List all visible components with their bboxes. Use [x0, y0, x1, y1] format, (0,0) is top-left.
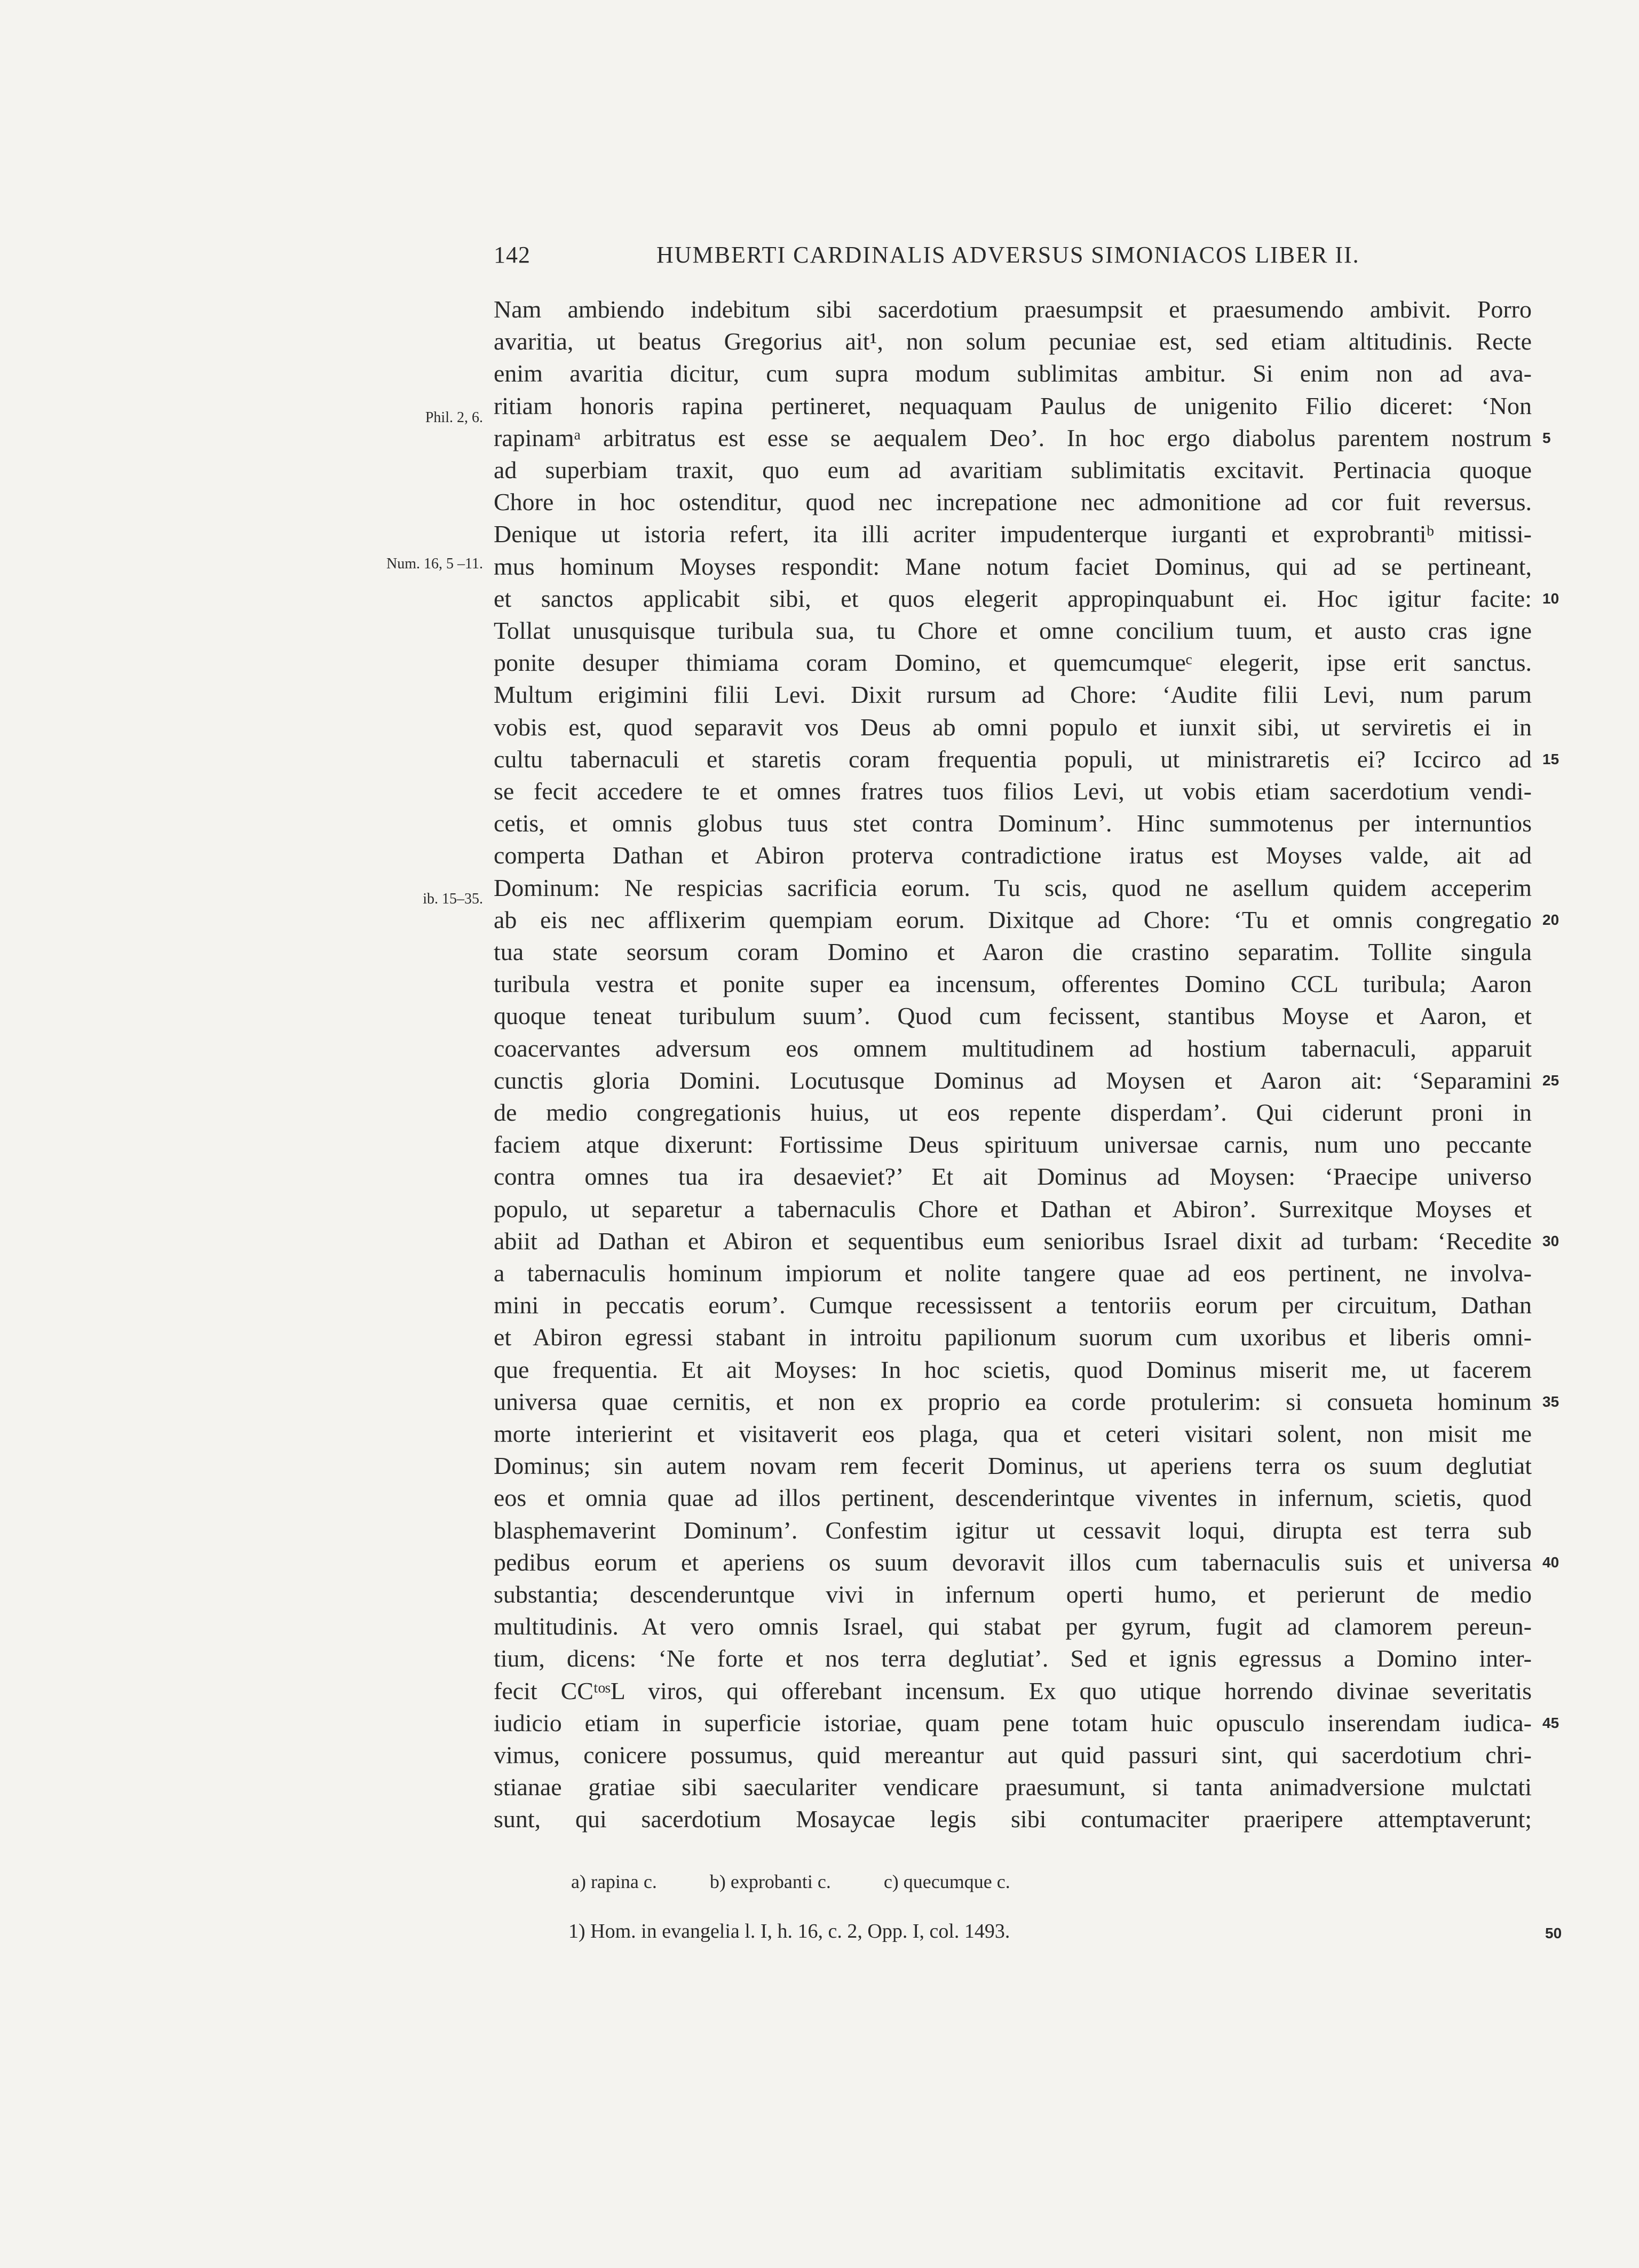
text-line: [494, 454, 1532, 486]
text-line-content: ponite desuper thimiama coram Domino, et quemcumqueᶜ elegerit, ipse erit sanctus.: [494, 649, 1532, 677]
text-line: [494, 1675, 1532, 1707]
text-line: [494, 1225, 1559, 1257]
text-line-content: se fecit accedere te et omnes fratres tuos filios Levi, ut vobis etiam sacerdotium vendi-: [494, 778, 1532, 805]
text-line: [494, 1482, 1532, 1514]
text-line-content: ad superbiam traxit, quo eum ad avaritiam sublimitatis excitavit. Pertinacia quoque: [494, 456, 1532, 483]
text-line-content: ab eis nec afflixerim quempiam eorum. Dixitque ad Chore: ‘Tu et omnis congregatio: [494, 906, 1532, 933]
line-number: 40: [1542, 1553, 1559, 1571]
text-line: [494, 1611, 1532, 1643]
line-number: 20: [1542, 911, 1559, 928]
text-line: [494, 775, 1532, 807]
text-line: [494, 1514, 1532, 1547]
text-line-content: ritiam honoris rapina pertineret, nequaquam Paulus de unigenito Filio diceret: ‘Non: [494, 392, 1532, 419]
text-line: [494, 1418, 1532, 1450]
text-line: [494, 615, 1532, 647]
text-line-content: turibula vestra et ponite super ea incensum, offerentes Domino CCL turibula; Aaron: [494, 970, 1532, 998]
text-line-content: comperta Dathan et Abiron proterva contradictione iratus est Moyses valde, ait ad: [494, 842, 1532, 869]
text-line-content: cetis, et omnis globus tuus stet contra Dominum’. Hinc summotenus per internuntios: [494, 810, 1532, 837]
text-line: [494, 1643, 1532, 1675]
margin-reference: Num. 16, 5 –11.: [386, 556, 483, 572]
text-line-content: abiit ad Dathan et Abiron et sequentibus eum senioribus Israel dixit ad turbam: ‘Recedite: [494, 1227, 1532, 1255]
text-line: [494, 1193, 1532, 1225]
text-line: [494, 1129, 1532, 1161]
text-line: [494, 1579, 1532, 1611]
text-line: [494, 486, 1532, 518]
text-line: [494, 390, 1532, 422]
line-number: 50: [1545, 1925, 1562, 1941]
text-line: [494, 583, 1559, 615]
source-footnote: 1) Hom. in evangelia l. I, h. 16, c. 2, Opp. I, col. 1493.: [568, 1920, 1010, 1942]
text-line-content: populo, ut separetur a tabernaculis Chore et Dathan et Abiron’. Surrexitque Moyses et: [494, 1195, 1532, 1223]
text-line-content: avaritia, ut beatus Gregorius ait¹, non solum pecuniae est, sed etiam altitudinis. Recte: [494, 328, 1532, 355]
text-line: [494, 1257, 1532, 1289]
line-number: 35: [1542, 1393, 1559, 1410]
text-line: [494, 1739, 1532, 1771]
text-line: [494, 294, 1532, 326]
text-line-content: vimus, conicere possumus, quid mereantur aut quid passuri sint, qui sacerdotium chri-: [494, 1741, 1532, 1769]
footnote-variant: b) exprobanti c.: [709, 1871, 831, 1892]
footnote-variant: c) quecumque c.: [883, 1871, 1010, 1892]
text-line: [494, 1097, 1532, 1129]
text-line: [494, 647, 1532, 679]
line-number: 30: [1542, 1232, 1559, 1249]
text-line: [494, 1321, 1532, 1353]
text-line: [494, 1289, 1532, 1321]
text-line-content: multitudinis. At vero omnis Israel, qui stabat per gyrum, fugit ad clamorem pereun-: [494, 1613, 1532, 1640]
text-line-content: faciem atque dixerunt: Fortissime Deus spirituum universae carnis, num uno peccante: [494, 1131, 1532, 1159]
text-line: [494, 326, 1532, 358]
running-title: HUMBERTI CARDINALIS ADVERSUS SIMONIACOS LIBER II.: [656, 242, 1360, 268]
text-line: [494, 1547, 1559, 1579]
text-line: [494, 807, 1532, 839]
footnote-variant: a) rapina c.: [571, 1871, 657, 1892]
margin-reference: Phil. 2, 6.: [425, 409, 483, 426]
text-line: [494, 743, 1559, 775]
text-line: [494, 1000, 1532, 1032]
text-line: [494, 1450, 1532, 1482]
text-line-content: et Abiron egressi stabant in introitu papilionum suorum cum uxoribus et liberis omni-: [494, 1323, 1532, 1351]
text-line-content: tua state seorsum coram Domino et Aaron die crastino separatim. Tollite singula: [494, 938, 1532, 965]
text-line-content: cultu tabernaculi et staretis coram frequentia populi, ut ministraretis ei? Iccirco ad: [494, 745, 1532, 773]
line-number: 5: [1542, 429, 1551, 446]
text-line-content: eos et omnia quae ad illos pertinent, descenderintque viventes in infernum, scietis, quod: [494, 1484, 1532, 1512]
text-line-content: Dominus; sin autem novam rem fecerit Dominus, ut aperiens terra os suum deglutiat: [494, 1452, 1532, 1480]
text-line: [494, 358, 1532, 390]
text-line-content: vobis est, quod separavit vos Deus ab omni populo et iunxit sibi, ut serviretis ei in: [494, 713, 1532, 741]
line-number: 15: [1542, 750, 1559, 767]
text-line-content: coacervantes adversum eos omnem multitudinem ad hostium tabernaculi, apparuit: [494, 1034, 1532, 1062]
text-line-content: a tabernaculis hominum impiorum et nolite tangere quae ad eos pertinent, ne involva-: [494, 1259, 1532, 1287]
text-line: [494, 679, 1532, 711]
text-line: [494, 551, 1532, 583]
text-line-content: cunctis gloria Domini. Locutusque Dominus ad Moysen et Aaron ait: ‘Separamini: [494, 1066, 1532, 1094]
text-line-content: Dominum: Ne respicias sacrificia eorum. Tu scis, quod ne asellum quidem acceperim: [494, 874, 1532, 901]
text-line-content: sunt, qui sacerdotium Mosaycae legis sibi contumaciter praeripere attemptaverunt;: [494, 1805, 1532, 1833]
text-line-content: mus hominum Moyses respondit: Mane notum faciet Dominus, qui ad se pertineant,: [494, 552, 1532, 580]
text-line-content: substantia; descenderuntque vivi in infernum operti humo, et perierunt de medio: [494, 1581, 1532, 1608]
text-line-content: morte interierint et visitaverit eos plaga, qua et ceteri visitari solent, non misit me: [494, 1420, 1532, 1447]
line-number: 45: [1542, 1714, 1559, 1731]
text-line-content: quoque teneat turibulum suum’. Quod cum fecissent, stantibus Moyse et Aaron, et: [494, 1002, 1532, 1030]
text-line-content: Chore in hoc ostenditur, quod nec increpatione nec admonitione ad cor fuit reversus.: [494, 488, 1532, 516]
text-line: [494, 518, 1532, 550]
text-line: [494, 1803, 1532, 1835]
text-line: [494, 1386, 1559, 1418]
text-line-content: fecit CCᵗᵒˢL viros, qui offerebant incensum. Ex quo utique horrendo divinae severitatis: [494, 1677, 1532, 1704]
text-line: [494, 1354, 1532, 1386]
text-line-content: pedibus eorum et aperiens os suum devoravit illos cum tabernaculis suis et universa: [494, 1548, 1532, 1576]
text-line: [494, 872, 1532, 904]
text-line: [494, 1161, 1532, 1193]
text-line-content: blasphemaverint Dominum’. Confestim igitur ut cessavit loqui, dirupta est terra sub: [494, 1516, 1532, 1544]
text-line-content: universa quae cernitis, et non ex proprio ea corde protulerim: si consueta hominum: [494, 1387, 1532, 1415]
text-line-content: Denique ut istoria refert, ita illi acriter impudenterque iurganti et exprobrantiᵇ mitissi-: [494, 520, 1532, 548]
text-line: [494, 904, 1559, 936]
text-line: [494, 1771, 1532, 1803]
margin-reference: ib. 15–35.: [423, 891, 483, 907]
text-line: [494, 1033, 1532, 1065]
text-line-content: rapinamᵃ arbitratus est esse se aequalem Deo’. In hoc ergo diabolus parentem nostrum: [494, 424, 1532, 451]
variant-footnotes: [571, 1870, 1058, 1893]
text-line-content: de medio congregationis huius, ut eos repente disperdam’. Qui ciderunt proni in: [494, 1099, 1532, 1126]
text-line-content: Tollat unusquisque turibula sua, tu Chore et omne concilium tuum, et austo cras igne: [494, 617, 1532, 644]
line-number: 25: [1542, 1072, 1559, 1089]
line-number: 10: [1542, 590, 1559, 607]
text-line-content: mini in peccatis eorum’. Cumque recessissent a tentoriis eorum per circuitum, Dathan: [494, 1291, 1532, 1319]
text-line: [494, 422, 1551, 454]
text-line-content: enim avaritia dicitur, cum supra modum sublimitas ambitur. Si enim non ad ava-: [494, 360, 1532, 387]
text-line-content: contra omnes tua ira desaeviet?’ Et ait Dominus ad Moysen: ‘Praecipe universo: [494, 1163, 1532, 1191]
text-line: [494, 1065, 1559, 1097]
text-line: [494, 936, 1532, 968]
text-line: [494, 1707, 1559, 1739]
text-line: [494, 839, 1532, 871]
text-line-content: stianae gratiae sibi saeculariter vendicare praesumunt, si tanta animadversione mulctati: [494, 1773, 1532, 1801]
text-line-content: iudicio etiam in superficie istoriae, quam pene totam huic opusculo inserendam iudica-: [494, 1709, 1532, 1736]
text-line-content: et sanctos applicabit sibi, et quos elegerit appropinquabunt ei. Hoc igitur facite:: [494, 584, 1532, 612]
text-line-content: tium, dicens: ‘Ne forte et nos terra deglutiat’. Sed et ignis egressus a Domino inter-: [494, 1645, 1532, 1672]
text-line: [494, 968, 1532, 1000]
text-line-content: Multum erigimini filii Levi. Dixit rursum ad Chore: ‘Audite filii Levi, num parum: [494, 681, 1532, 709]
page-number: 142: [494, 242, 531, 268]
text-line: [494, 711, 1532, 743]
text-line-content: que frequentia. Et ait Moyses: In hoc scietis, quod Dominus miserit me, ut facerem: [494, 1355, 1532, 1383]
text-line-content: Nam ambiendo indebitum sibi sacerdotium praesumpsit et praesumendo ambivit. Porro: [494, 296, 1532, 323]
